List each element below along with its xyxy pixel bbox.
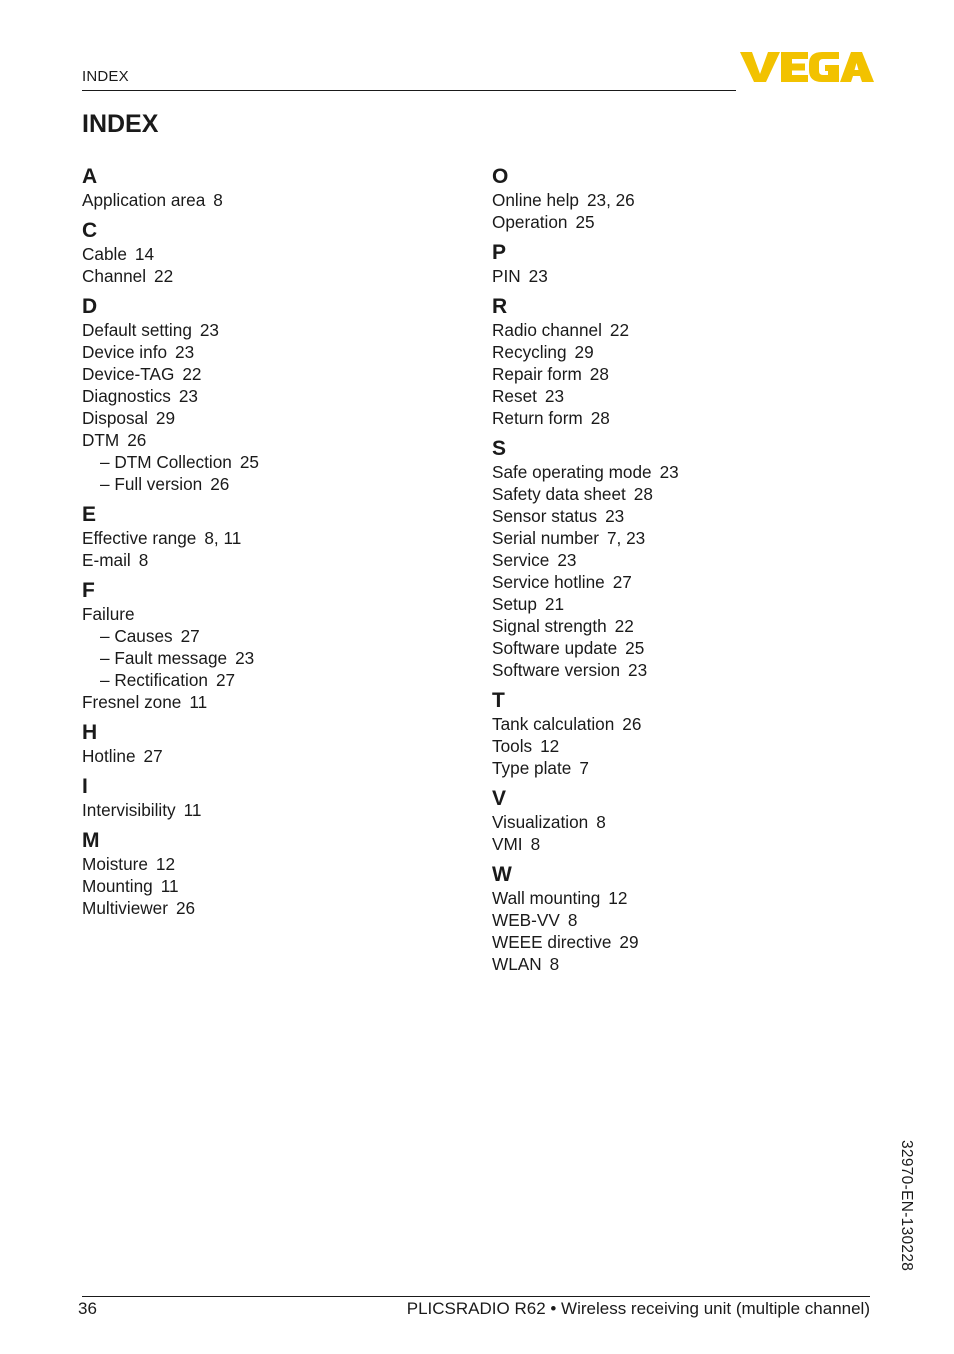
- index-entry: [492, 341, 872, 363]
- index-group-s: [492, 437, 872, 681]
- index-page-ref: 8: [213, 190, 223, 210]
- header-rule: [82, 90, 736, 91]
- index-term: Radio channel: [492, 320, 602, 340]
- index-page-ref: 11: [189, 692, 208, 712]
- index-term: Software version: [492, 660, 621, 680]
- index-page-ref: 23: [628, 660, 648, 680]
- index-group-i: [82, 775, 462, 821]
- index-page-ref: 7: [579, 758, 589, 778]
- index-term: Safety data sheet: [492, 484, 626, 504]
- index-subentry: [82, 451, 462, 473]
- index-page-ref: 8: [549, 954, 560, 974]
- index-entry: [492, 385, 872, 407]
- index-entry: [492, 461, 872, 483]
- index-term: VMI: [492, 834, 523, 854]
- page-title: INDEX: [82, 110, 159, 138]
- index-term: Type plate: [492, 758, 572, 778]
- index-term: Cable: [82, 244, 127, 264]
- index-term: Diagnostics: [82, 386, 171, 406]
- index-term: Tank calculation: [492, 714, 615, 734]
- index-letter: T: [492, 689, 505, 712]
- index-page-ref: 27: [612, 572, 632, 592]
- index-term: Online help: [492, 190, 579, 210]
- index-term: Setup: [492, 594, 537, 614]
- index-term: DTM: [82, 430, 120, 450]
- index-term: WLAN: [492, 954, 542, 974]
- index-term: Device-TAG: [82, 364, 175, 384]
- document-id: 32970-EN-130228: [898, 1140, 915, 1272]
- index-page-ref: 26: [210, 474, 230, 494]
- index-term: Repair form: [492, 364, 582, 384]
- index-entry: [492, 811, 872, 833]
- index-page-ref: 23: [659, 462, 679, 482]
- index-entry: [82, 265, 462, 287]
- index-term: – Causes: [100, 626, 173, 646]
- index-group-w: [492, 863, 872, 975]
- index-entry: [492, 615, 872, 637]
- index-term: – Full version: [100, 474, 203, 494]
- index-term: Operation: [492, 212, 568, 232]
- index-group-f: [82, 579, 462, 713]
- index-letter: E: [82, 503, 97, 526]
- index-term: Multiviewer: [82, 898, 168, 918]
- index-page-ref: 8: [596, 812, 606, 832]
- index-group-c: [82, 219, 462, 287]
- index-term: Service: [492, 550, 550, 570]
- index-term: Hotline: [82, 746, 136, 766]
- index-group-t: [492, 689, 872, 779]
- index-entry: [492, 833, 872, 855]
- index-page-ref: 22: [609, 320, 630, 340]
- index-entry: [492, 211, 872, 233]
- index-page-ref: 8, 11: [204, 528, 242, 548]
- index-term: Application area: [82, 190, 206, 210]
- index-entry: [82, 875, 462, 897]
- index-term: Device info: [82, 342, 168, 362]
- index-page-ref: 23: [175, 342, 195, 362]
- index-page-ref: 29: [155, 408, 176, 428]
- index-term: Intervisibility: [82, 800, 176, 820]
- index-term: WEEE directive: [492, 932, 612, 952]
- index-entry: [492, 363, 872, 385]
- index-page-ref: 8: [530, 834, 541, 854]
- index-term: Reset: [492, 386, 537, 406]
- index-page-ref: 25: [239, 452, 259, 472]
- index-letter: V: [492, 787, 507, 810]
- index-term: Moisture: [82, 854, 148, 874]
- index-page-ref: 12: [540, 736, 560, 756]
- index-group-m: [82, 829, 462, 919]
- index-page-ref: 23: [605, 506, 625, 526]
- index-page-ref: 27: [143, 746, 163, 766]
- index-page-ref: 8: [138, 550, 149, 570]
- index-entry: [82, 897, 462, 919]
- index-entry: [82, 527, 462, 549]
- index-entry: [82, 853, 462, 875]
- index-page-ref: 23: [557, 550, 577, 570]
- index-entry: [82, 363, 462, 385]
- index-term: Service hotline: [492, 572, 605, 592]
- index-term: Channel: [82, 266, 147, 286]
- index-page-ref: 27: [215, 670, 236, 690]
- index-page-ref: 22: [182, 364, 202, 384]
- index-page-ref: 26: [127, 430, 147, 450]
- index-entry: [82, 603, 462, 625]
- index-entry: [492, 189, 872, 211]
- index-term: E-mail: [82, 550, 131, 570]
- index-term: Return form: [492, 408, 583, 428]
- index-page-ref: 26: [622, 714, 642, 734]
- index-page-ref: 12: [608, 888, 628, 908]
- index-letter: P: [492, 241, 507, 264]
- index-entry: [82, 429, 462, 451]
- index-page-ref: 21: [544, 594, 565, 614]
- index-entry: [492, 887, 872, 909]
- index-term: Wall mounting: [492, 888, 601, 908]
- index-group-v: [492, 787, 872, 855]
- index-entry: [82, 407, 462, 429]
- index-page-ref: 28: [589, 364, 609, 384]
- index-term: WEB-VV: [492, 910, 560, 930]
- index-page-ref: 28: [633, 484, 653, 504]
- index-page-ref: 11: [183, 800, 202, 820]
- index-page-ref: 29: [574, 342, 594, 362]
- index-entry: [492, 659, 872, 681]
- index-entry: [492, 527, 872, 549]
- index-entry: [492, 407, 872, 429]
- index-page-ref: 28: [590, 408, 610, 428]
- index-entry: [492, 505, 872, 527]
- vega-logo: [740, 50, 874, 84]
- index-term: Default setting: [82, 320, 192, 340]
- index-letter: M: [82, 829, 100, 852]
- running-header: INDEX: [82, 68, 129, 85]
- index-entry: [82, 799, 462, 821]
- index-subentry: [82, 625, 462, 647]
- index-page-ref: 22: [614, 616, 634, 636]
- index-page-ref: 23: [528, 266, 548, 286]
- index-entry: [82, 549, 462, 571]
- index-entry: [82, 385, 462, 407]
- index-entry: [492, 319, 872, 341]
- index-page-ref: 27: [180, 626, 200, 646]
- index-term: Visualization: [492, 812, 589, 832]
- index-page-ref: 23: [235, 648, 255, 668]
- index-subentry: [82, 669, 462, 691]
- index-column-left: [82, 165, 462, 927]
- index-subentry: [82, 473, 462, 495]
- index-term: Mounting: [82, 876, 153, 896]
- index-group-o: [492, 165, 872, 233]
- index-letter: H: [82, 721, 98, 744]
- index-group-a: [82, 165, 462, 211]
- index-page-ref: 26: [175, 898, 196, 918]
- index-page-ref: 12: [155, 854, 176, 874]
- index-term: Sensor status: [492, 506, 598, 526]
- index-group-d: [82, 295, 462, 495]
- index-letter: D: [82, 295, 98, 318]
- index-term: Effective range: [82, 528, 197, 548]
- index-letter: F: [82, 579, 95, 602]
- index-page-ref: 8: [567, 910, 578, 930]
- index-term: Signal strength: [492, 616, 607, 636]
- index-letter: I: [82, 775, 88, 798]
- index-term: Recycling: [492, 342, 567, 362]
- index-term: – Fault message: [100, 648, 228, 668]
- index-term: Tools: [492, 736, 533, 756]
- index-page-ref: 14: [134, 244, 155, 264]
- index-page-ref: 22: [154, 266, 174, 286]
- index-entry: [492, 909, 872, 931]
- index-page-ref: 29: [619, 932, 639, 952]
- index-entry: [82, 745, 462, 767]
- index-entry: [492, 713, 872, 735]
- index-letter: W: [492, 863, 512, 886]
- index-page-ref: 25: [625, 638, 645, 658]
- index-term: Failure: [82, 604, 135, 624]
- index-subentry: [82, 647, 462, 669]
- index-term: Fresnel zone: [82, 692, 182, 712]
- footer-product-title: PLICSRADIO R62 • Wireless receiving unit (multiple channel): [406, 1299, 870, 1318]
- page-number: 36: [78, 1299, 97, 1318]
- index-entry: [492, 931, 872, 953]
- index-group-e: [82, 503, 462, 571]
- index-page-ref: 23: [178, 386, 198, 406]
- index-entry: [82, 243, 462, 265]
- index-page-ref: 7, 23: [607, 528, 646, 548]
- index-term: Disposal: [82, 408, 148, 428]
- index-entry: [82, 341, 462, 363]
- index-term: PIN: [492, 266, 521, 286]
- index-entry: [492, 483, 872, 505]
- index-entry: [492, 637, 872, 659]
- index-page-ref: 23, 26: [586, 190, 635, 210]
- vega-logo-mark: [740, 50, 874, 84]
- index-entry: [492, 953, 872, 975]
- index-entry: [82, 319, 462, 341]
- index-page-ref: 23: [544, 386, 565, 406]
- index-term: – Rectification: [100, 670, 208, 690]
- index-entry: [82, 691, 462, 713]
- index-page-ref: 23: [199, 320, 219, 340]
- index-term: Serial number: [492, 528, 599, 548]
- index-letter: R: [492, 295, 508, 318]
- index-entry: [492, 549, 872, 571]
- index-letter: A: [82, 165, 98, 188]
- index-group-h: [82, 721, 462, 767]
- index-page-ref: 25: [575, 212, 595, 232]
- index-letter: O: [492, 165, 509, 188]
- index-entry: [492, 593, 872, 615]
- index-letter: C: [82, 219, 98, 242]
- index-entry: [492, 265, 872, 287]
- index-letter: S: [492, 437, 507, 460]
- index-group-p: [492, 241, 872, 287]
- index-entry: [82, 189, 462, 211]
- index-entry: [492, 735, 872, 757]
- index-term: – DTM Collection: [100, 452, 232, 472]
- index-page-ref: 11: [160, 876, 179, 896]
- index-term: Software update: [492, 638, 618, 658]
- index-term: Safe operating mode: [492, 462, 652, 482]
- index-column-right: [492, 165, 872, 983]
- index-group-r: [492, 295, 872, 429]
- index-entry: [492, 571, 872, 593]
- footer-rule: [82, 1296, 870, 1297]
- index-entry: [492, 757, 872, 779]
